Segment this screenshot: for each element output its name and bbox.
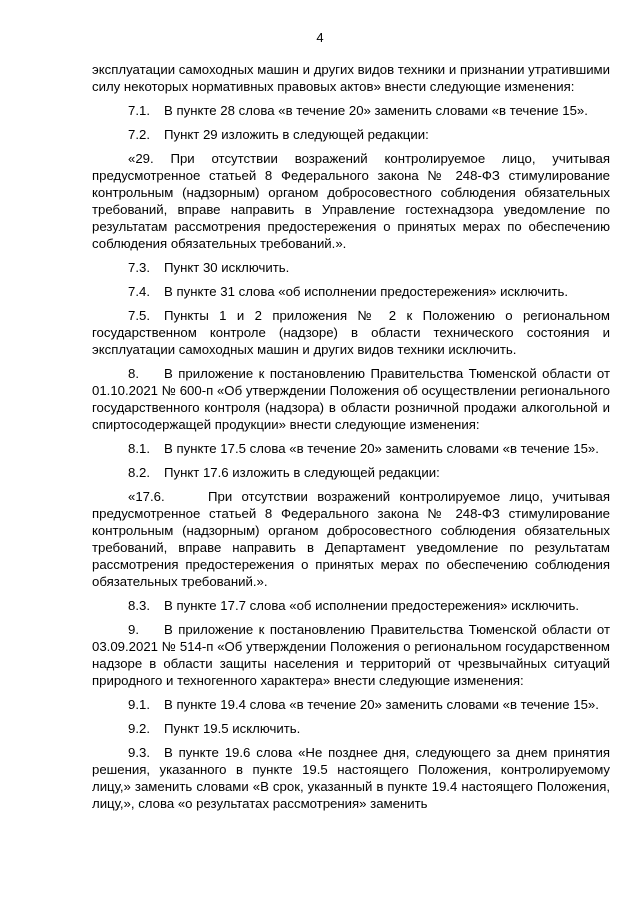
paragraph-text: В пункте 17.5 слова «в течение 20» заменить словами «в течение 15». <box>164 441 599 456</box>
paragraph-number: 9.1. <box>128 697 150 712</box>
paragraph-number: 7.4. <box>128 284 150 299</box>
paragraph-9-2 <box>92 720 610 737</box>
paragraph-9-1 <box>92 696 610 713</box>
paragraph-9 <box>92 621 610 689</box>
paragraph-number: «17.6. <box>128 489 165 504</box>
paragraph-number: 7.2. <box>128 127 150 142</box>
paragraph-number: 7.3. <box>128 260 150 275</box>
paragraph-text: Пункты 1 и 2 приложения № 2 к Положению о региональном государственном контроле (надзоре) в области технического состояния и эксплуатации самоходных машин и других видов техники исключить. <box>92 308 610 357</box>
paragraph-intro-continuation <box>92 61 610 95</box>
paragraph-number: 8. <box>128 366 139 381</box>
paragraph-text: Пункт 19.5 исключить. <box>164 721 301 736</box>
paragraph-7-1 <box>92 102 610 119</box>
paragraph-7-4 <box>92 283 610 300</box>
paragraph-number: 8.2. <box>128 465 150 480</box>
paragraph-text: Пункт 17.6 изложить в следующей редакции: <box>164 465 440 480</box>
paragraph-text: Пункт 30 исключить. <box>164 260 290 275</box>
paragraph-text: При отсутствии возражений контролируемое лицо, учитывая предусмотренное статьей 8 Федерального закона № 248-ФЗ стимулирование контрольным (надзорным) органом добросовестного соблюдения обязательных требований, вправе направить в Департамент уведомление по результатам рассмотрения предостережения о принятых мерах по обеспечению соблюдения обязательных требований.». <box>92 489 610 589</box>
paragraph-text: В приложение к постановлению Правительства Тюменской области от 01.10.2021 № 600-п «Об утверждении Положения об осуществлении регионального государственного контроля (надзора) в области розничной продажи алкогольной и спиртосодержащей продукции» внести следующие изменения: <box>92 366 610 432</box>
paragraph-7-2 <box>92 126 610 143</box>
paragraph-text: «29. При отсутствии возражений контролируемое лицо, учитывая предусмотренное статьей 8 Федерального закона № 248-ФЗ стимулирование контрольным (надзорным) органом добросовестного соблюдения обязательных требований, вправе направить в Управление гостехнадзора уведомление по результатам рассмотрения предостережения о принятых мерах по обеспечению соблюдения обязательных требований.». <box>92 151 610 251</box>
paragraph-number: 8.3. <box>128 598 150 613</box>
document-body <box>92 61 610 819</box>
paragraph-number: 7.5. <box>128 308 150 323</box>
paragraph-text: эксплуатации самоходных машин и других видов техники и признании утратившими силу некоторых нормативных правовых актов» внести следующие изменения: <box>92 62 610 94</box>
paragraph-number: 9.2. <box>128 721 150 736</box>
paragraph-8-3 <box>92 597 610 614</box>
paragraph-text: В приложение к постановлению Правительства Тюменской области от 03.09.2021 № 514-п «Об утверждении Положения о региональном государственном надзоре в области защиты населения и территорий от чрезвычайных ситуаций природного и техногенного характера» внести следующие изменения: <box>92 622 610 688</box>
paragraph-number: 9. <box>128 622 139 637</box>
paragraph-text: В пункте 19.4 слова «в течение 20» заменить словами «в течение 15». <box>164 697 599 712</box>
paragraph-8-2 <box>92 464 610 481</box>
paragraph-8 <box>92 365 610 433</box>
paragraph-8-1 <box>92 440 610 457</box>
paragraph-text: В пункте 28 слова «в течение 20» заменить словами «в течение 15». <box>164 103 588 118</box>
paragraph-9-3 <box>92 744 610 812</box>
paragraph-number: 7.1. <box>128 103 150 118</box>
paragraph-quote-29 <box>92 150 610 252</box>
paragraph-7-3 <box>92 259 610 276</box>
paragraph-quote-17-6 <box>92 488 610 590</box>
paragraph-7-5 <box>92 307 610 358</box>
paragraph-text: В пункте 19.6 слова «Не позднее дня, следующего за днем принятия решения, указанного в пункте 19.5 настоящего Положения, контролируемому лицу,» заменить словами «В срок, указанный в пункте 19.4 настоящего Положения, лицу,», слова «о результатах рассмотрения» заменить <box>92 745 610 811</box>
paragraph-text: В пункте 31 слова «об исполнении предостережения» исключить. <box>164 284 569 299</box>
paragraph-number: 8.1. <box>128 441 150 456</box>
paragraph-text: Пункт 29 изложить в следующей редакции: <box>164 127 429 142</box>
paragraph-text: В пункте 17.7 слова «об исполнении предостережения» исключить. <box>164 598 580 613</box>
paragraph-number: 9.3. <box>128 745 150 760</box>
page-number: 4 <box>316 30 324 45</box>
